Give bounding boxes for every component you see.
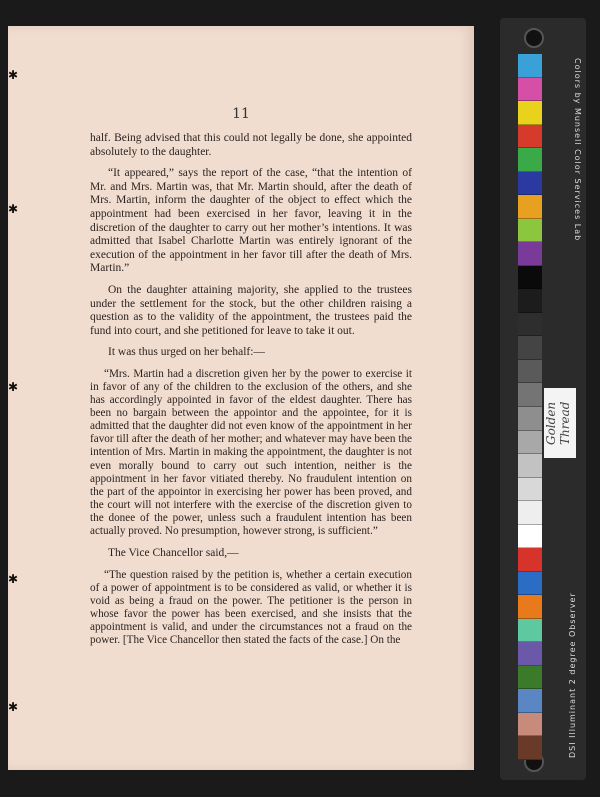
- binding-hole: ✱: [8, 700, 19, 714]
- quoted-paragraph: “Mrs. Martin had a discretion given her by the power to exercise it in favor of any of the children to the exclusion of the others, and she has accordingly appointed in favor of the eldest daughter. There has been no bargain between the appointor and the appointee, for it is admitted that the daughter did not even know of the appointment in her favor till after the death of her mother; and whatever may have been the intention of Mrs. Martin in making the appointment, the daughter is not even morally bound to carry out such intention, neither is the appointment in her favor vitiated thereby. No fraudulent intention on the part of the appointor in exercising her power has been proved, and the court will not interfere with the exercise of the discretion given to the donee of the power, unless such a fraudulent intention has been actually proved. No presumption, however strong, is sufficient.”: [90, 367, 412, 538]
- color-swatch: [518, 454, 542, 478]
- color-swatch: [518, 242, 542, 266]
- color-swatch: [518, 501, 542, 525]
- color-swatch: [518, 407, 542, 431]
- color-swatch: [518, 125, 542, 149]
- color-swatch: [518, 548, 542, 572]
- color-swatch: [518, 54, 542, 78]
- paragraph: “It appeared,” says the report of the case, “that the intention of Mr. and Mrs. Martin was, that Mr. Martin should, after the death of Mrs. Martin, inform the daughter of the object to effect which the appointment had been exercised in her favor, leaving it in the discretion of the daughter to carry out her mother’s intentions. It was admitted that Isabel Charlotte Martin was entirely ignorant of the execution of the appointment in her favor till after the death of Mrs. Martin.”: [90, 167, 412, 275]
- color-swatch: [518, 595, 542, 619]
- binding-hole: ✱: [8, 202, 19, 216]
- color-swatch: [518, 572, 542, 596]
- color-swatch: [518, 336, 542, 360]
- color-swatch: [518, 689, 542, 713]
- binding-hole: ✱: [8, 68, 19, 82]
- color-swatch: [518, 101, 542, 125]
- page-number: 11: [232, 106, 250, 122]
- color-swatch: [518, 78, 542, 102]
- brand-label: Golden Thread: [544, 388, 576, 458]
- quoted-paragraph: “The question raised by the petition is, whether a certain execution of a power of appointment is to be considered as valid, or whether it is void as being a fraud on the power. The petitioner is the person in whose favor the power has been exercised, and she insists that the appointment is valid, and under the circumstances not a fraud on the power. [The Vice Chancellor then stated the facts of the case.] On the: [90, 568, 412, 647]
- color-swatch: [518, 383, 542, 407]
- color-swatch: [518, 148, 542, 172]
- color-swatch: [518, 642, 542, 666]
- color-calibration-card: [500, 18, 586, 780]
- binding-hole: ✱: [8, 572, 19, 586]
- paragraph: On the daughter attaining majority, she applied to the trustees under the settlement for the stock, but the other children raising a question as to the validity of the appointment, the trustees paid the fund into court, and she petitioned for leave to take it out.: [90, 283, 412, 337]
- color-swatch: [518, 266, 542, 290]
- color-swatch: [518, 195, 542, 219]
- binding-hole: ✱: [8, 380, 19, 394]
- color-swatch: [518, 525, 542, 549]
- color-swatch: [518, 431, 542, 455]
- color-swatch-strip: [518, 54, 542, 760]
- color-swatch: [518, 172, 542, 196]
- paragraph: It was thus urged on her behalf:—: [108, 346, 265, 359]
- color-swatch: [518, 619, 542, 643]
- color-swatch: [518, 219, 542, 243]
- document-page: [8, 26, 474, 770]
- color-swatch: [518, 360, 542, 384]
- color-swatch: [518, 289, 542, 313]
- color-swatch: [518, 736, 542, 760]
- card-caption: Colors by Munsell Color Services Lab: [573, 58, 582, 242]
- card-caption: DSI Illuminant 2 degree Observer: [568, 592, 577, 758]
- card-hole: [524, 28, 544, 48]
- color-swatch: [518, 713, 542, 737]
- color-swatch: [518, 666, 542, 690]
- paragraph: half. Being advised that this could not legally be done, she appointed absolutely to the daughter.: [90, 132, 412, 158]
- paragraph: The Vice Chancellor said,—: [108, 547, 239, 560]
- body-text: [90, 132, 412, 656]
- color-swatch: [518, 313, 542, 337]
- color-swatch: [518, 478, 542, 502]
